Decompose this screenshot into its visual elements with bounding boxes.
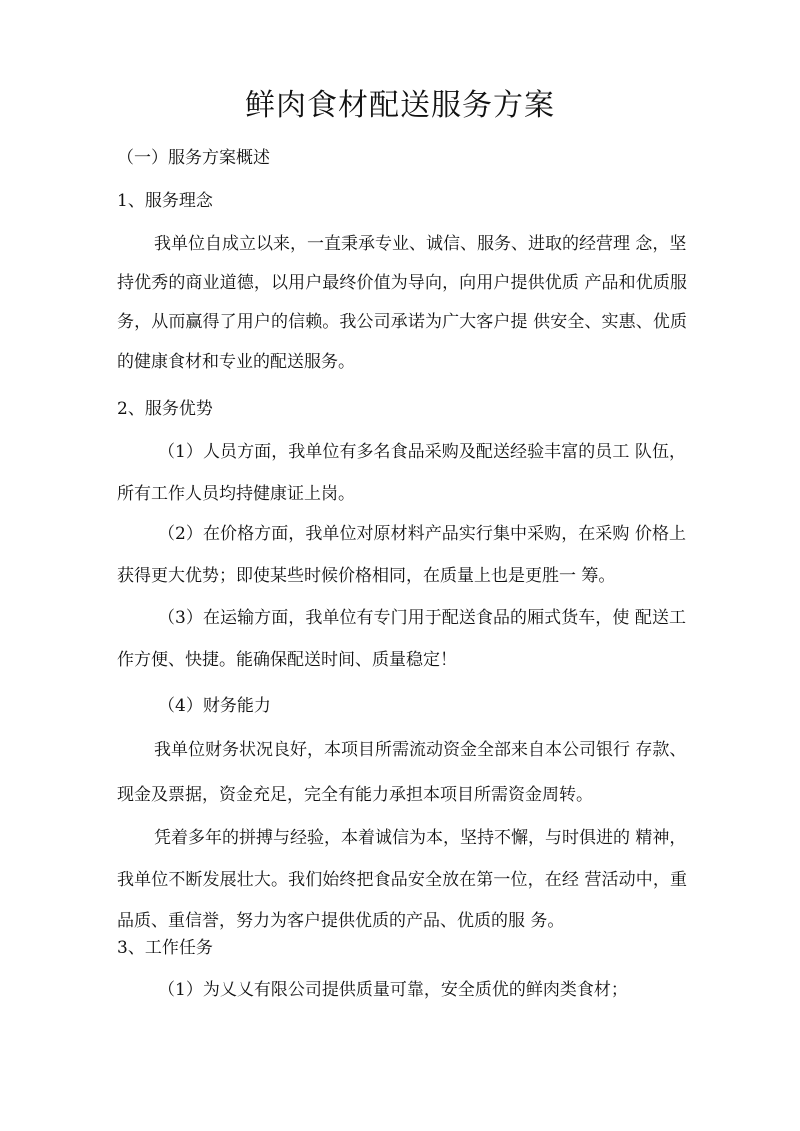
paragraph-line: （3）在运输方面，我单位有专门用于配送食品的厢式货车，使 配送工 bbox=[158, 608, 686, 628]
subheading-service-concept: 1、服务理念 bbox=[117, 191, 213, 211]
paragraph-line: 所有工作人员均持健康证上岗。 bbox=[117, 484, 355, 504]
paragraph-line: 品质、重信誉，努力为客户提供优质的产品、优质的服 务。 bbox=[117, 911, 565, 931]
paragraph-line: 我单位自成立以来，一直秉承专业、诚信、服务、进取的经营理 念，坚 bbox=[154, 234, 687, 254]
subheading-financial-capacity: （4）财务能力 bbox=[158, 696, 271, 716]
paragraph-line: 的健康食材和专业的配送服务。 bbox=[117, 352, 355, 372]
subheading-service-advantages: 2、服务优势 bbox=[117, 399, 213, 419]
paragraph-line: 现金及票据，资金充足，完全有能力承担本项目所需资金周转。 bbox=[117, 785, 593, 805]
paragraph-line: 持优秀的商业道德，以用户最终价值为导向，向用户提供优质 产品和优质服 bbox=[117, 273, 687, 293]
paragraph-line: 作方便、快捷。能确保配送时间、质量稳定！ bbox=[117, 650, 457, 670]
paragraph-line: （1）人员方面，我单位有多名食品采购及配送经验丰富的员工 队伍， bbox=[158, 442, 686, 462]
paragraph-line: 获得更大优势；即使某些时候价格相同，在质量上也是更胜一 筹。 bbox=[117, 566, 616, 586]
paragraph-line: （1）为乂乂有限公司提供质量可靠，安全质优的鲜肉类食材； bbox=[158, 980, 628, 1000]
paragraph-line: 凭着多年的拼搏与经验，本着诚信为本，坚持不懈，与时俱进的 精神， bbox=[154, 828, 687, 848]
paragraph-line: 务，从而赢得了用户的信赖。我公司承诺为广大客户提 供安全、实惠、优质 bbox=[117, 312, 687, 332]
document-title: 鲜肉食材配送服务方案 bbox=[245, 88, 555, 123]
paragraph-line: 我单位不断发展壮大。我们始终把食品安全放在第一位，在经 营活动中，重 bbox=[117, 870, 687, 890]
paragraph-line: （2）在价格方面，我单位对原材料产品实行集中采购，在采购 价格上 bbox=[158, 524, 686, 544]
subheading-work-tasks: 3、工作任务 bbox=[117, 938, 213, 958]
section-heading-overview: （一）服务方案概述 bbox=[117, 148, 270, 168]
paragraph-line: 我单位财务状况良好，本项目所需流动资金全部来自本公司银行 存款、 bbox=[154, 740, 687, 760]
